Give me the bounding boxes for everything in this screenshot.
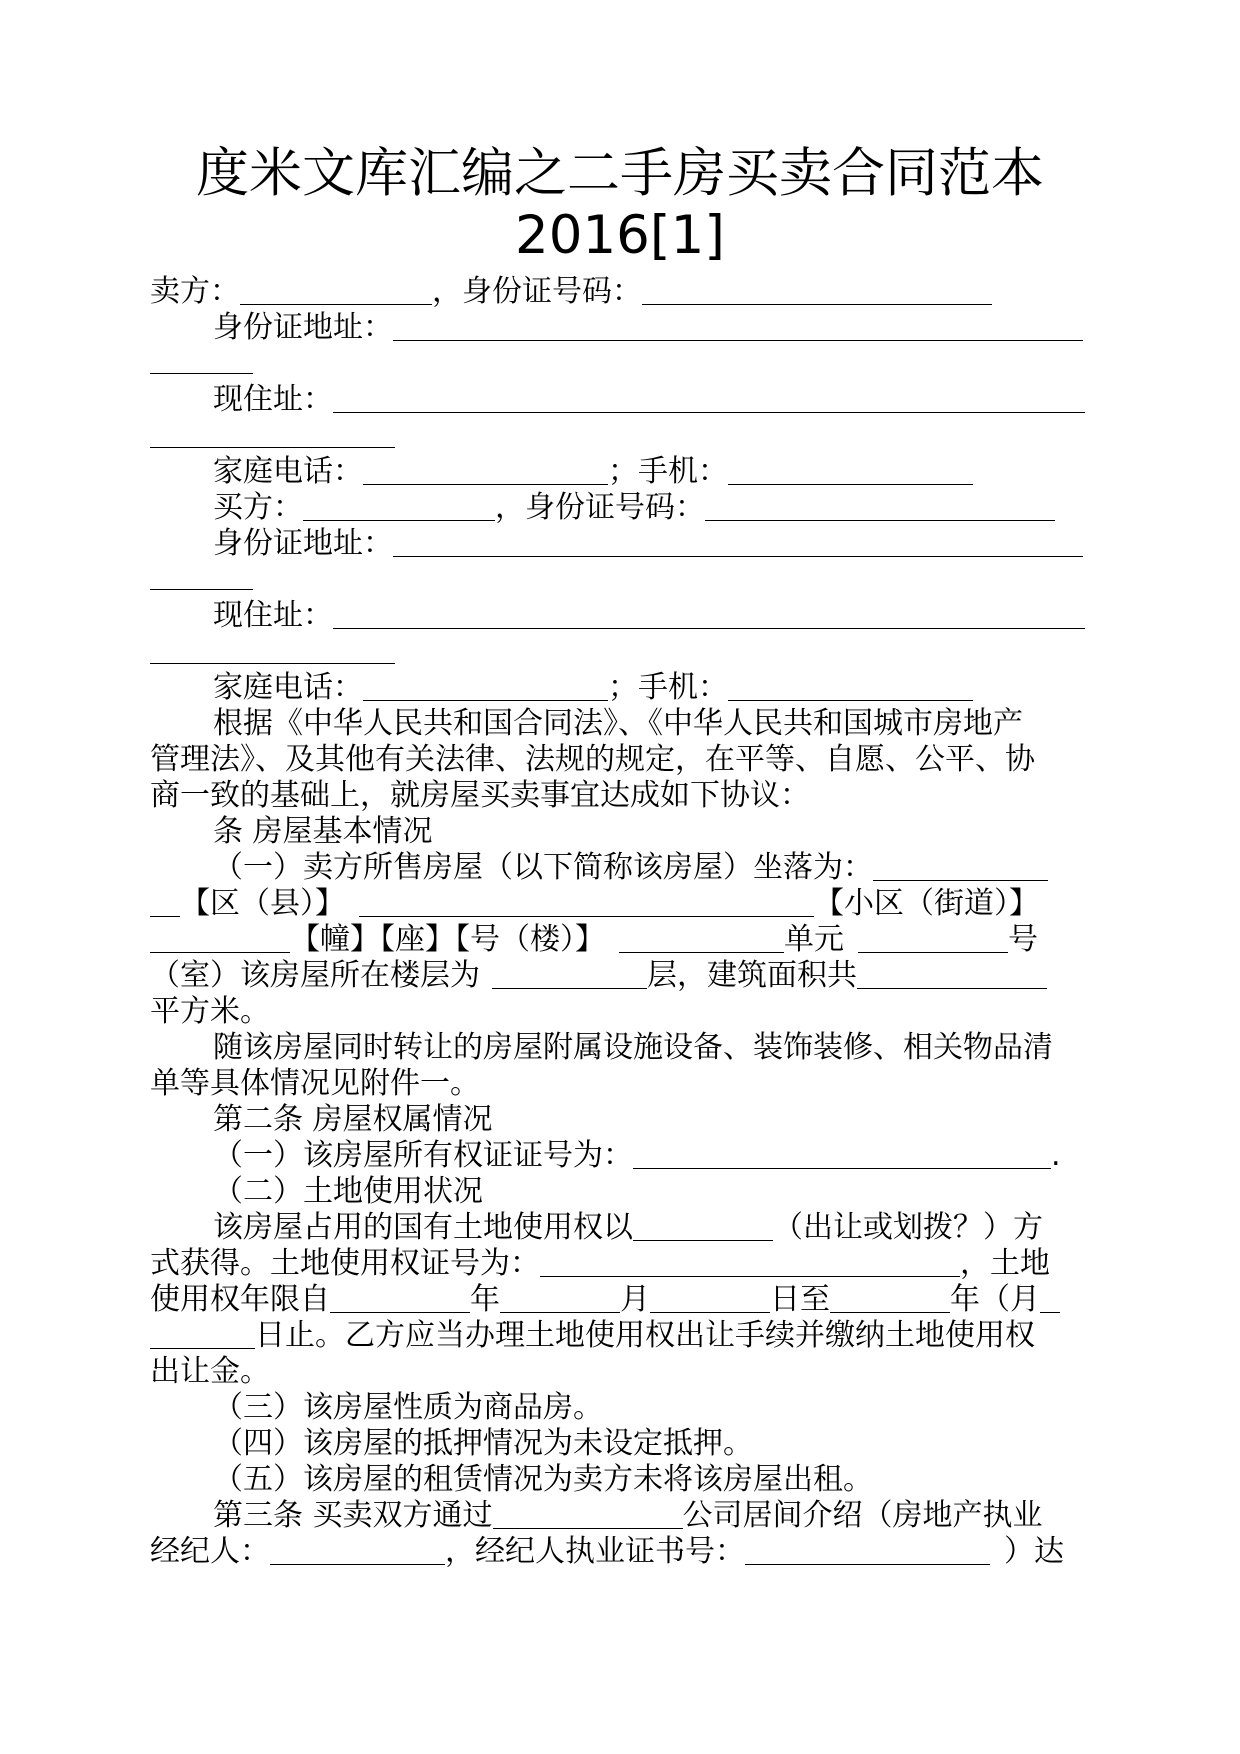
article2-land-line (150, 1246, 1090, 1282)
seller-id-field[interactable] (642, 276, 992, 305)
buyer-id-address-line (150, 526, 1090, 562)
start-month-field[interactable] (500, 1284, 620, 1313)
buyer-current-address-line (150, 598, 1090, 634)
area-field[interactable] (857, 960, 1047, 989)
article1-heading: 条 房屋基本情况 (213, 814, 433, 849)
buyer-phone-line (150, 670, 1090, 706)
building-field[interactable] (619, 924, 784, 953)
location-field-cont[interactable] (150, 888, 180, 917)
buyer-id-address-field[interactable] (393, 528, 1083, 557)
seller-id-address-label: 身份证地址： (213, 310, 393, 345)
article1-floor-line (150, 958, 1090, 994)
article2-heading: 第二条 房屋权属情况 (213, 1102, 493, 1137)
article1-location-line (150, 850, 1090, 886)
seller-current-address-label: 现住址： (213, 382, 333, 417)
day-to-label: 日至 (770, 1282, 830, 1317)
seller-home-phone-label: 家庭电话： (213, 454, 363, 489)
article3-line (150, 1498, 1090, 1534)
agency-company-label: 公司居间介绍（房地产执业 (682, 1498, 1043, 1533)
preamble-line: 商一致的基础上，就房屋买卖事宜达成如下协议： (150, 778, 810, 813)
land-lead: 该房屋占用的国有土地使用权以 (213, 1210, 633, 1245)
buyer-mobile-label: ；手机： (608, 670, 728, 705)
buyer-home-phone-field[interactable] (363, 672, 608, 701)
district-field[interactable] (359, 888, 814, 917)
article1-district-line (150, 886, 1090, 922)
building-label: 【幢】【座】【号（楼）】 (290, 922, 605, 957)
buyer-id-address-field-cont (150, 589, 253, 590)
seller-name-field[interactable] (240, 276, 432, 305)
license-label: ，经纪人执业证书号： (445, 1534, 745, 1569)
article2-land-term-line (150, 1282, 1090, 1318)
license-field[interactable] (745, 1536, 990, 1565)
article1-attachment-line: 随该房屋同时转让的房屋附属设施设备、装饰装修、相关物品清 (213, 1030, 1053, 1065)
floor-unit: 层，建筑面积共 (647, 958, 857, 993)
buyer-home-phone-label: 家庭电话： (213, 670, 363, 705)
year-label: 年 (470, 1282, 500, 1317)
seller-id-address-line (150, 310, 1090, 346)
start-year-field[interactable] (330, 1284, 470, 1313)
location-lead: （一）卖方所售房屋（以下简称该房屋）坐落为： (213, 850, 873, 885)
article3-agent-line (150, 1534, 1090, 1570)
seller-phone-line (150, 454, 1090, 490)
seller-id-address-field[interactable] (393, 312, 1083, 341)
buyer-id-field[interactable] (705, 492, 1055, 521)
article2-item: （五）该房屋的租赁情况为卖方未将该房屋出租。 (213, 1462, 873, 1497)
floor-field[interactable] (492, 960, 647, 989)
article2-certificate-line (150, 1138, 1090, 1174)
preamble-line: 管理法》、及其他有关法律、法规的规定，在平等、自愿、公平、协 (150, 742, 1035, 777)
agent-name-field[interactable] (270, 1536, 445, 1565)
article1-attachment-line: 单等具体情况见附件一。 (150, 1066, 480, 1101)
end-month-field[interactable] (1040, 1284, 1060, 1313)
floor-lead: （室）该房屋所在楼层为 (150, 958, 480, 993)
buyer-name-field[interactable] (303, 492, 495, 521)
buyer-mobile-field[interactable] (728, 672, 973, 701)
preamble-line: 根据《中华人民共和国合同法》、《中华人民共和国城市房地产 (213, 706, 1023, 741)
seller-id-address-field-cont (150, 373, 253, 374)
district-label: 【区（县）】 (180, 886, 345, 921)
article3-tail: ）达 (1004, 1534, 1064, 1569)
end-year-field[interactable] (830, 1284, 950, 1313)
buyer-current-address-label: 现住址： (213, 598, 333, 633)
document-title-year: 2016[1] (515, 205, 725, 266)
article2-land-line (150, 1210, 1090, 1246)
agency-company-field[interactable] (493, 1500, 683, 1529)
land-term-end: 日止。乙方应当办理土地使用权出让手续并缴纳土地使用权 (255, 1318, 1035, 1353)
community-label: 【小区（街道）】 (814, 886, 1039, 921)
land-method-field[interactable] (633, 1212, 773, 1241)
buyer-id-label: ，身份证号码： (495, 490, 705, 525)
land-cert-label: 式获得。土地使用权证号为： (150, 1246, 540, 1281)
seller-mobile-field[interactable] (728, 456, 973, 485)
certificate-end: . (1051, 1138, 1061, 1173)
unit-field[interactable] (858, 924, 1008, 953)
document-title: 度米文库汇编之二手房买卖合同范本 (196, 143, 1044, 204)
seller-label: 卖方： (150, 274, 240, 309)
article3-lead: 第三条 买卖双方通过 (213, 1498, 493, 1533)
number-label: 号 (1008, 922, 1038, 957)
buyer-line (150, 490, 1090, 526)
seller-mobile-label: ；手机： (608, 454, 728, 489)
location-field[interactable] (873, 852, 1048, 881)
article2-land-fee: 出让金。 (150, 1354, 270, 1389)
land-method-note: （出让或划拨？）方 (773, 1210, 1043, 1245)
buyer-label: 买方： (213, 490, 303, 525)
seller-id-label: ，身份证号码： (432, 274, 642, 309)
community-field[interactable] (150, 924, 290, 953)
certificate-label: （一）该房屋所有权证证号为： (213, 1138, 633, 1173)
agent-label: 经纪人： (150, 1534, 270, 1569)
article2-item: （三）该房屋性质为商品房。 (213, 1390, 603, 1425)
seller-home-phone-field[interactable] (363, 456, 608, 485)
land-term-label: 使用权年限自 (150, 1282, 330, 1317)
article1-area-unit: 平方米。 (150, 994, 270, 1029)
unit-label: 单元 (784, 922, 844, 957)
land-cert-field[interactable] (540, 1248, 960, 1277)
article2-item: （四）该房屋的抵押情况为未设定抵押。 (213, 1426, 753, 1461)
buyer-current-address-field-cont (150, 663, 395, 664)
article1-building-line (150, 922, 1090, 958)
certificate-field[interactable] (633, 1140, 1051, 1169)
seller-current-address-field-cont (150, 447, 395, 448)
buyer-current-address-field[interactable] (333, 600, 1085, 629)
seller-current-address-line (150, 382, 1090, 418)
seller-line (150, 274, 1090, 310)
seller-current-address-field[interactable] (333, 384, 1085, 413)
buyer-id-address-label: 身份证地址： (213, 526, 393, 561)
end-year-label: 年（月 (950, 1282, 1040, 1317)
month-label: 月 (620, 1282, 650, 1317)
article2-land-term-line (150, 1318, 1090, 1354)
end-day-field[interactable] (150, 1320, 255, 1349)
land-cert-end: ，土地 (960, 1246, 1050, 1281)
start-day-field[interactable] (650, 1284, 770, 1313)
article2-land-heading: （二）土地使用状况 (213, 1174, 483, 1209)
